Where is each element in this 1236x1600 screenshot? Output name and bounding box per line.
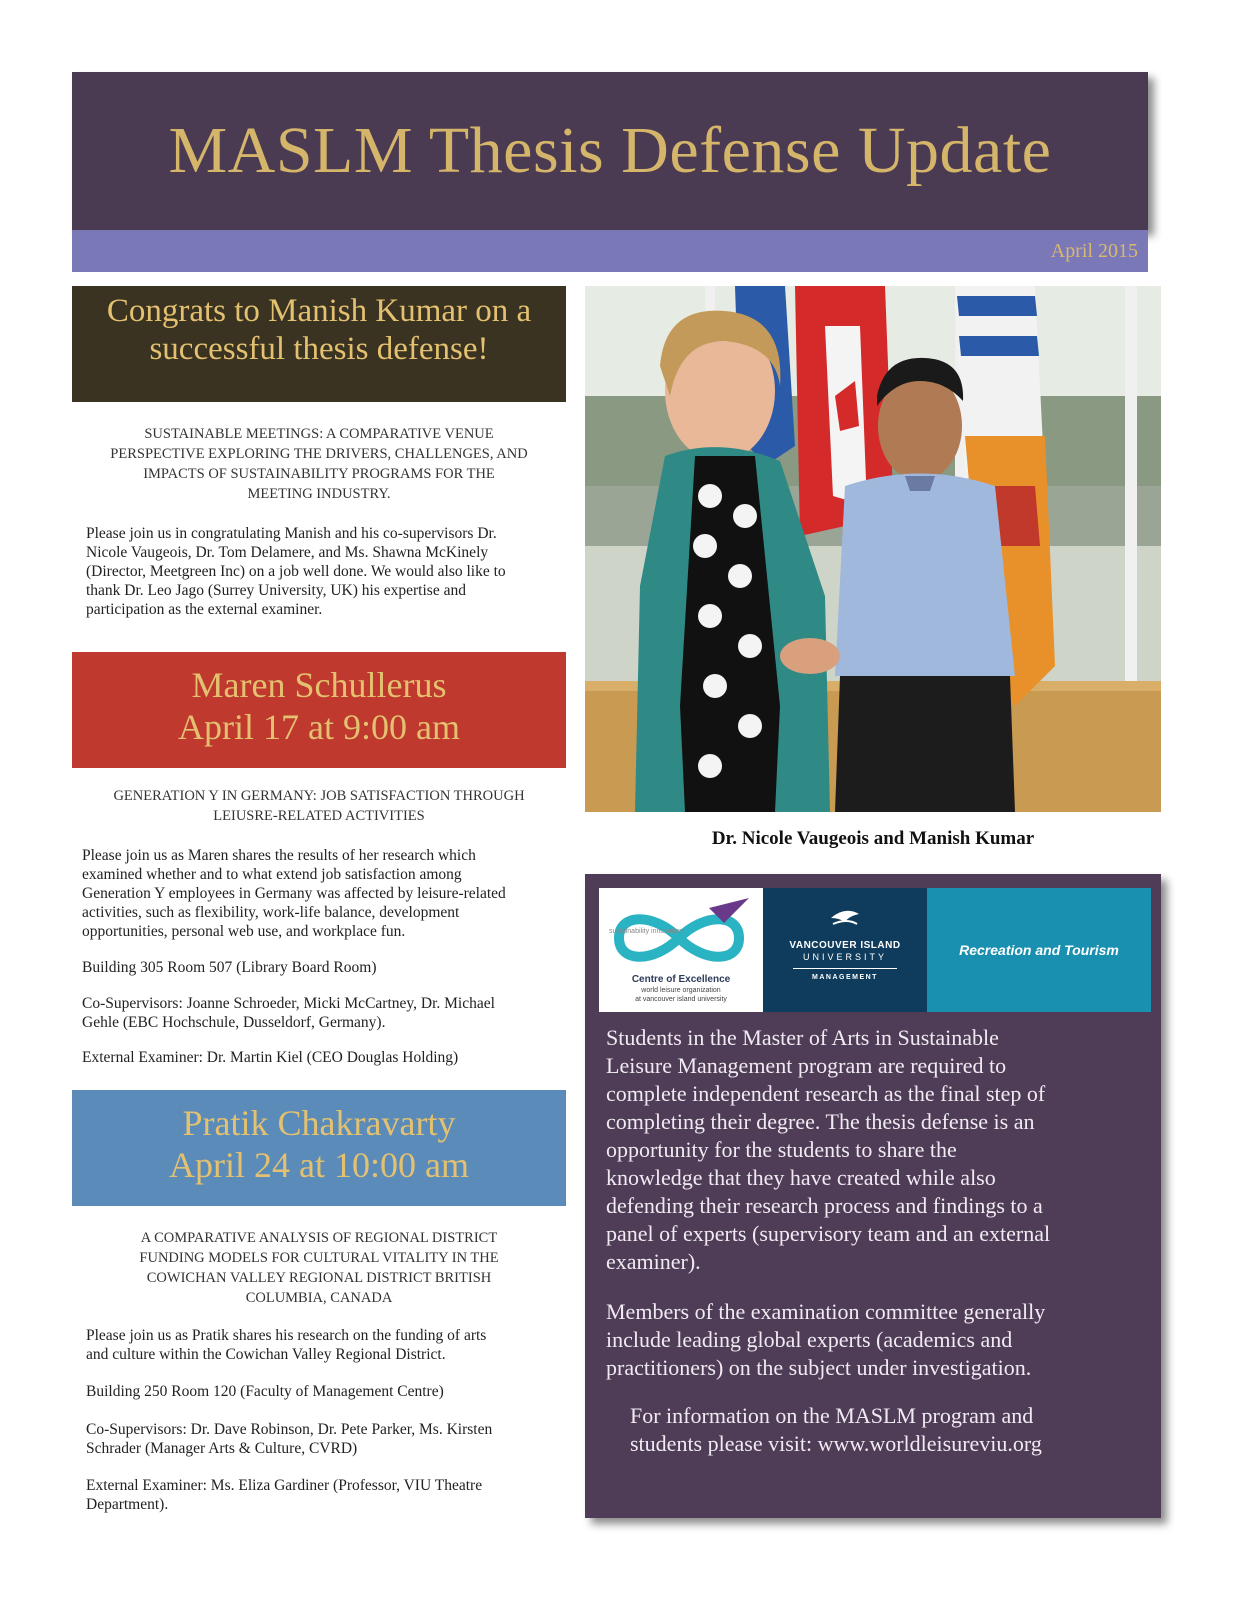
- info-paragraph-1: [606, 1024, 1146, 1276]
- viu-name-line: UNIVERSITY: [802, 952, 887, 962]
- thesis-title-line: PERSPECTIVE EXPLORING THE DRIVERS, CHALLENGES, AND: [110, 446, 528, 462]
- info-line: For information on the MASLM program and: [630, 1403, 1034, 1428]
- thesis-title-line: SUSTAINABLE MEETINGS: A COMPARATIVE VENUE: [144, 426, 494, 442]
- info-line: completing their degree. The thesis defense is an: [606, 1109, 1035, 1134]
- recreation-tourism-logo: [927, 888, 1151, 1012]
- congrats-heading: [72, 292, 566, 368]
- pratik-time: April 24 at 10:00 am: [169, 1145, 469, 1185]
- thesis-title-line: GENERATION Y IN GERMANY: JOB SATISFACTION THROUGH: [113, 788, 525, 804]
- paragraph-line: and culture within the Cowichan Valley Regional District.: [86, 1346, 446, 1363]
- pratik-name: Pratik Chakravarty: [182, 1103, 456, 1143]
- congrats-heading-line: Congrats to Manish Kumar on a: [106, 293, 532, 329]
- thesis-title-line: IMPACTS OF SUSTAINABILITY PROGRAMS FOR THE: [143, 466, 495, 482]
- thesis-title-line: COLUMBIA, CANADA: [245, 1290, 393, 1306]
- info-line: include leading global experts (academics and: [606, 1327, 1013, 1352]
- paragraph-line: Co-Supervisors: Joanne Schroeder, Micki McCartney, Dr. Michael: [82, 995, 495, 1012]
- paragraph-line: External Examiner: Ms. Eliza Gardiner (Professor, VIU Theatre: [86, 1477, 483, 1494]
- centre-of-excellence-logo: [599, 888, 763, 1012]
- coe-title: Centre of Excellence: [631, 974, 731, 985]
- paragraph-line: Co-Supervisors: Dr. Dave Robinson, Dr. Pete Parker, Ms. Kirsten: [86, 1421, 493, 1438]
- paragraph-line: Schrader (Manager Arts & Culture, CVRD): [86, 1440, 358, 1457]
- photo-illustration: [585, 286, 1161, 812]
- congrats-heading-line: successful thesis defense!: [149, 331, 489, 367]
- page-title: MASLM Thesis Defense Update: [168, 114, 1052, 187]
- viu-dept: MANAGEMENT: [812, 974, 878, 981]
- viu-management-logo: [763, 888, 927, 1012]
- photo-caption: Dr. Nicole Vaugeois and Manish Kumar: [711, 828, 1035, 849]
- paragraph-line: Nicole Vaugeois, Dr. Tom Delamere, and Ms. Shawna McKinely: [86, 544, 489, 561]
- maren-examiner: External Examiner: Dr. Martin Kiel (CEO Douglas Holding): [82, 1049, 459, 1066]
- pratik-thesis-title: [72, 1228, 566, 1308]
- maren-time: April 17 at 9:00 am: [178, 707, 460, 747]
- info-line: Leisure Management program are required to: [606, 1053, 1007, 1078]
- thesis-title-line: COWICHAN VALLEY REGIONAL DISTRICT BRITISH: [146, 1270, 492, 1286]
- pratik-supervisors: [86, 1420, 566, 1458]
- coe-subtitle: world leisure organization: [641, 987, 721, 994]
- congrats-paragraph: [86, 524, 566, 619]
- paragraph-line: (Director, Meetgreen Inc) on a job well done. We would also like to: [86, 563, 506, 580]
- info-line: defending their research process and findings to a: [606, 1193, 1043, 1218]
- thesis-title-line: A COMPARATIVE ANALYSIS OF REGIONAL DISTRICT: [140, 1230, 498, 1246]
- info-line: opportunity for the students to share the: [606, 1137, 957, 1162]
- info-line: Members of the examination committee generally: [606, 1299, 1046, 1324]
- info-paragraph-2: [606, 1298, 1146, 1382]
- pratik-paragraph: [86, 1326, 566, 1364]
- thesis-title-line: FUNDING MODELS FOR CULTURAL VITALITY IN THE: [139, 1250, 499, 1266]
- paragraph-line: Please join us as Maren shares the results of her research which: [82, 847, 476, 864]
- manish-thesis-title: [72, 424, 566, 504]
- paragraph-line: participation as the external examiner.: [86, 601, 323, 618]
- thesis-title-line: LEIUSRE-RELATED ACTIVITIES: [213, 808, 425, 824]
- date-band: [72, 230, 1148, 272]
- maren-location: Building 305 Room 507 (Library Board Room): [82, 959, 377, 976]
- info-line: Students in the Master of Arts in Sustainable: [606, 1025, 999, 1050]
- pratik-examiner: [86, 1476, 566, 1514]
- info-line: practitioners) on the subject under investigation.: [606, 1355, 1032, 1380]
- coe-small-text: sustainability innovation: [609, 928, 683, 935]
- thesis-title-line: MEETING INDUSTRY.: [247, 486, 391, 502]
- info-line: examiner).: [606, 1249, 701, 1274]
- paragraph-line: activities, such as flexibility, work-life balance, development: [82, 904, 460, 921]
- paragraph-line: examined whether and to what extend job satisfaction among: [82, 866, 462, 883]
- coe-subtitle: at vancouver island university: [635, 996, 727, 1003]
- info-line: complete independent research as the final step of: [606, 1081, 1046, 1106]
- viu-name-line: VANCOUVER ISLAND: [789, 940, 901, 951]
- issue-date: April 2015: [1050, 240, 1138, 262]
- maren-supervisors: [82, 994, 566, 1032]
- paragraph-line: Gehle (EBC Hochschule, Dusseldorf, Germany).: [82, 1014, 386, 1031]
- paragraph-line: Department).: [86, 1496, 169, 1513]
- paragraph-line: Please join us in congratulating Manish and his co-supervisors Dr.: [86, 525, 497, 542]
- info-line: students please visit: www.worldleisureviu.org: [630, 1431, 1042, 1456]
- paragraph-line: Generation Y employees in Germany was affected by leisure-related: [82, 885, 506, 902]
- info-paragraph-3: [630, 1402, 1150, 1458]
- maren-paragraph: [82, 846, 566, 941]
- maren-thesis-title: [72, 786, 566, 826]
- paragraph-line: Please join us as Pratik shares his research on the funding of arts: [86, 1327, 487, 1344]
- recreation-tourism-label: Recreation and Tourism: [959, 942, 1119, 958]
- paragraph-line: opportunities, personal web use, and workplace fun.: [82, 923, 406, 940]
- viu-divider: [793, 968, 897, 969]
- portrait-photo: [585, 286, 1161, 812]
- maren-name: Maren Schullerus: [191, 665, 447, 705]
- info-line: knowledge that they have created while also: [606, 1165, 996, 1190]
- paragraph-line: thank Dr. Leo Jago (Surrey University, UK) his expertise and: [86, 582, 466, 599]
- info-line: panel of experts (supervisory team and an external: [606, 1221, 1051, 1246]
- pratik-location: Building 250 Room 120 (Faculty of Management Centre): [86, 1383, 444, 1400]
